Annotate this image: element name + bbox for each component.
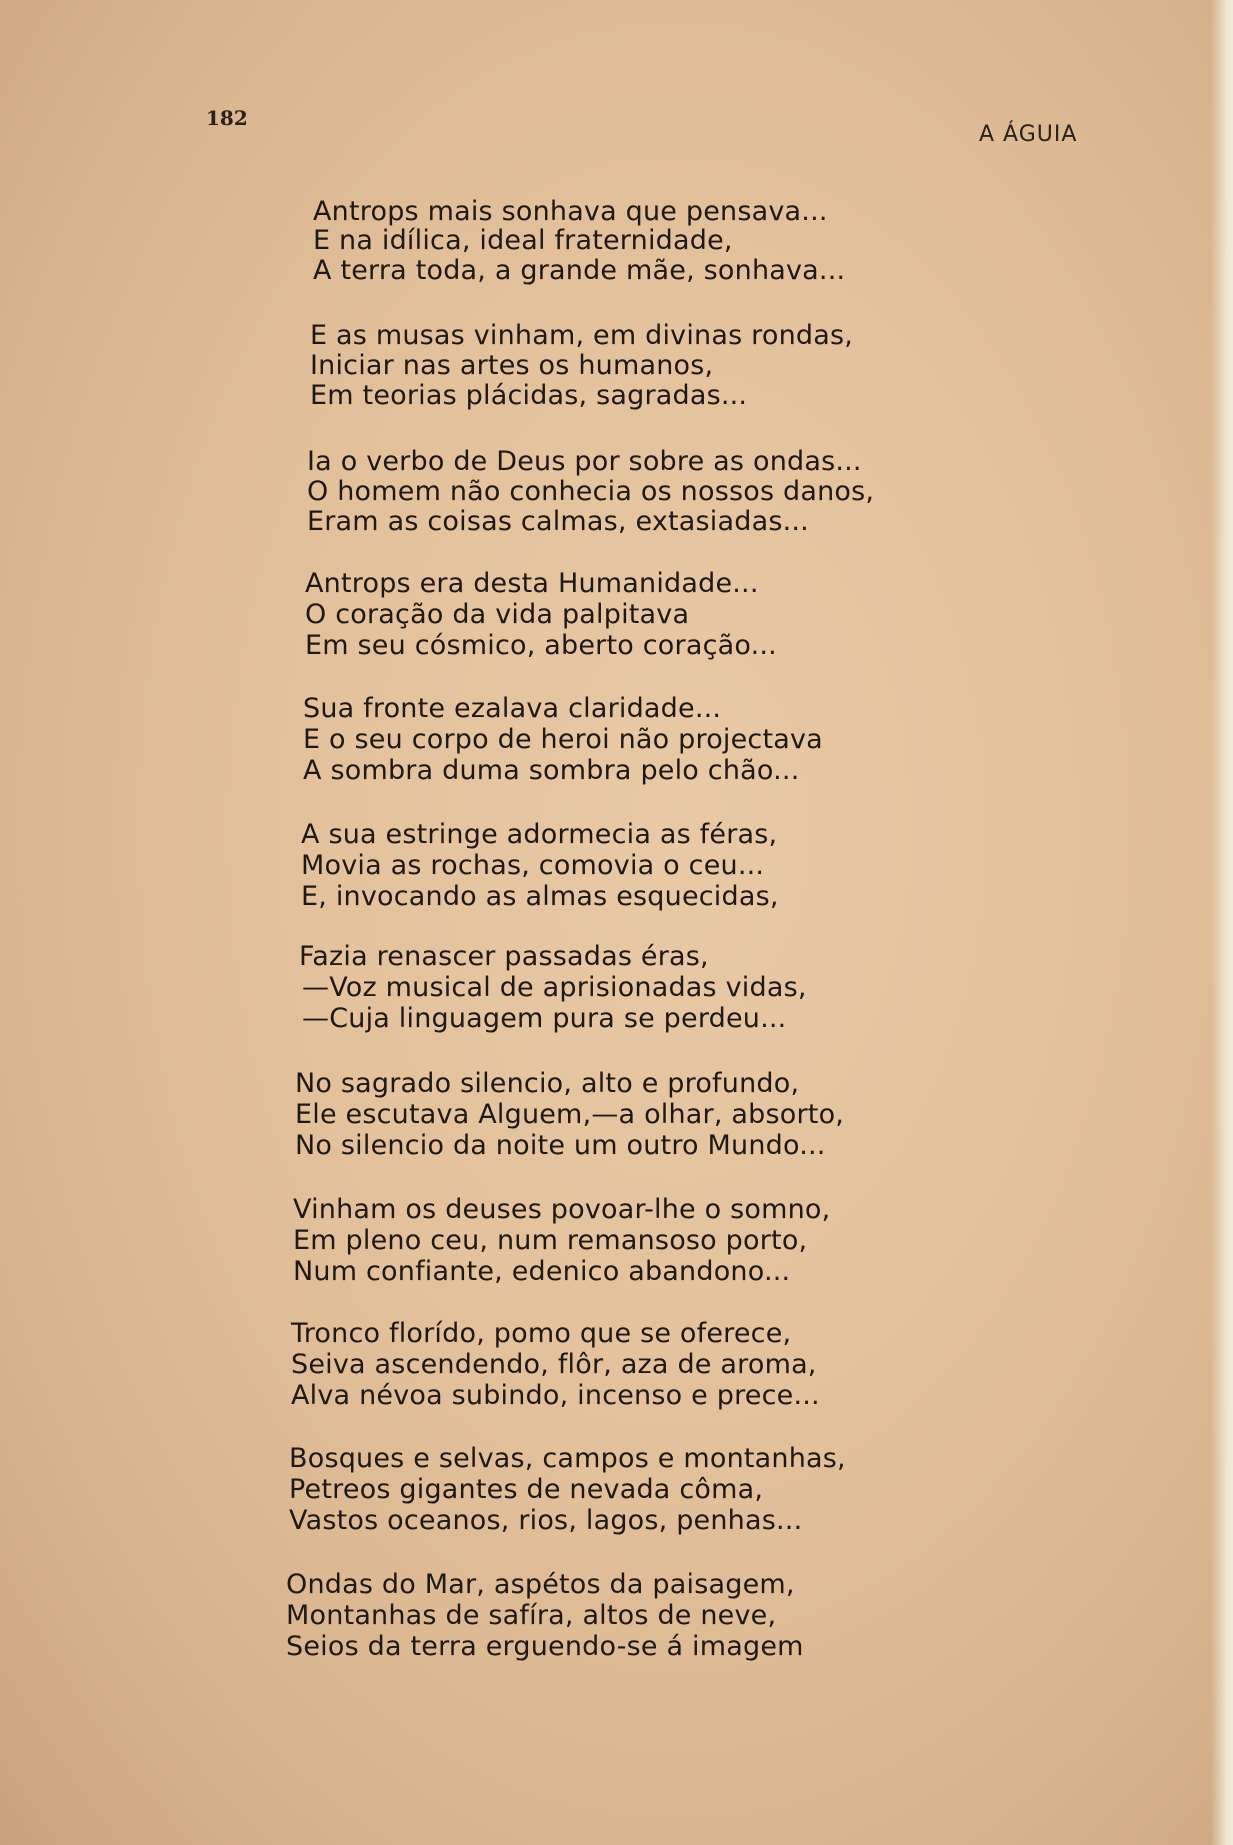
poem-line: Vastos oceanos, rios, lagos, penhas... [289, 1505, 803, 1536]
poem-line: Eram as coisas calmas, extasiadas... [307, 506, 809, 537]
poem-line: —Voz musical de aprisionadas vidas, [302, 972, 807, 1003]
poem-line: E o seu corpo de heroi não projectava [303, 724, 823, 755]
poem-line: Fazia renascer passadas éras, [299, 941, 709, 972]
poem-line: Antrops mais sonhava que pensava... [313, 196, 828, 227]
poem-line: Tronco florído, pomo que se oferece, [291, 1318, 792, 1349]
poem-line: A sua estringe adormecia as féras, [301, 819, 778, 850]
poem-line: No silencio da noite um outro Mundo... [295, 1130, 826, 1161]
poem-line: Ele escutava Alguem,—a olhar, absorto, [295, 1099, 845, 1130]
poem-line: Iniciar nas artes os humanos, [310, 350, 714, 381]
poem-line: E na idílica, ideal fraternidade, [313, 225, 733, 256]
poem-line: E as musas vinham, em divinas rondas, [310, 320, 854, 351]
poem-line: Antrops era desta Humanidade... [305, 568, 759, 599]
page-number: 182 [206, 106, 248, 130]
poem-line: Em pleno ceu, num remansoso porto, [293, 1225, 808, 1256]
poem-line: Alva névoa subindo, incenso e prece... [291, 1380, 820, 1411]
poem-line: A sombra duma sombra pelo chão... [303, 755, 800, 786]
poem-line: O coração da vida palpitava [305, 599, 690, 630]
poem-line: —Cuja linguagem pura se perdeu... [302, 1003, 787, 1034]
poem-line: Seiva ascendendo, flôr, aza de aroma, [291, 1349, 817, 1380]
poem-line: Ia o verbo de Deus por sobre as ondas... [307, 446, 862, 477]
poem-line: O homem não conhecia os nossos danos, [307, 476, 875, 507]
poem-line: A terra toda, a grande mãe, sonhava... [313, 255, 846, 286]
poem-line: Movia as rochas, comovia o ceu... [301, 850, 765, 881]
poem-line: Em seu cósmico, aberto coração... [305, 630, 777, 661]
poem-line: Montanhas de safíra, altos de neve, [286, 1600, 777, 1631]
poem-line: Sua fronte ezalava claridade... [303, 693, 722, 724]
poem-line: Em teorias plácidas, sagradas... [310, 380, 748, 411]
poem-line: Num confiante, edenico abandono... [293, 1256, 791, 1287]
poem-line: Vinham os deuses povoar-lhe o somno, [293, 1194, 831, 1225]
poem-line: Petreos gigantes de nevada côma, [289, 1474, 764, 1505]
poem-line: E, invocando as almas esquecidas, [301, 881, 779, 912]
poem-line: Bosques e selvas, campos e montanhas, [289, 1443, 846, 1474]
running-head: A ÁGUIA [979, 122, 1078, 147]
poem-line: Ondas do Mar, aspétos da paisagem, [286, 1569, 795, 1600]
poem-line: Seios da terra erguendo-se á imagem [286, 1631, 804, 1662]
poem-line: No sagrado silencio, alto e profundo, [295, 1068, 800, 1099]
